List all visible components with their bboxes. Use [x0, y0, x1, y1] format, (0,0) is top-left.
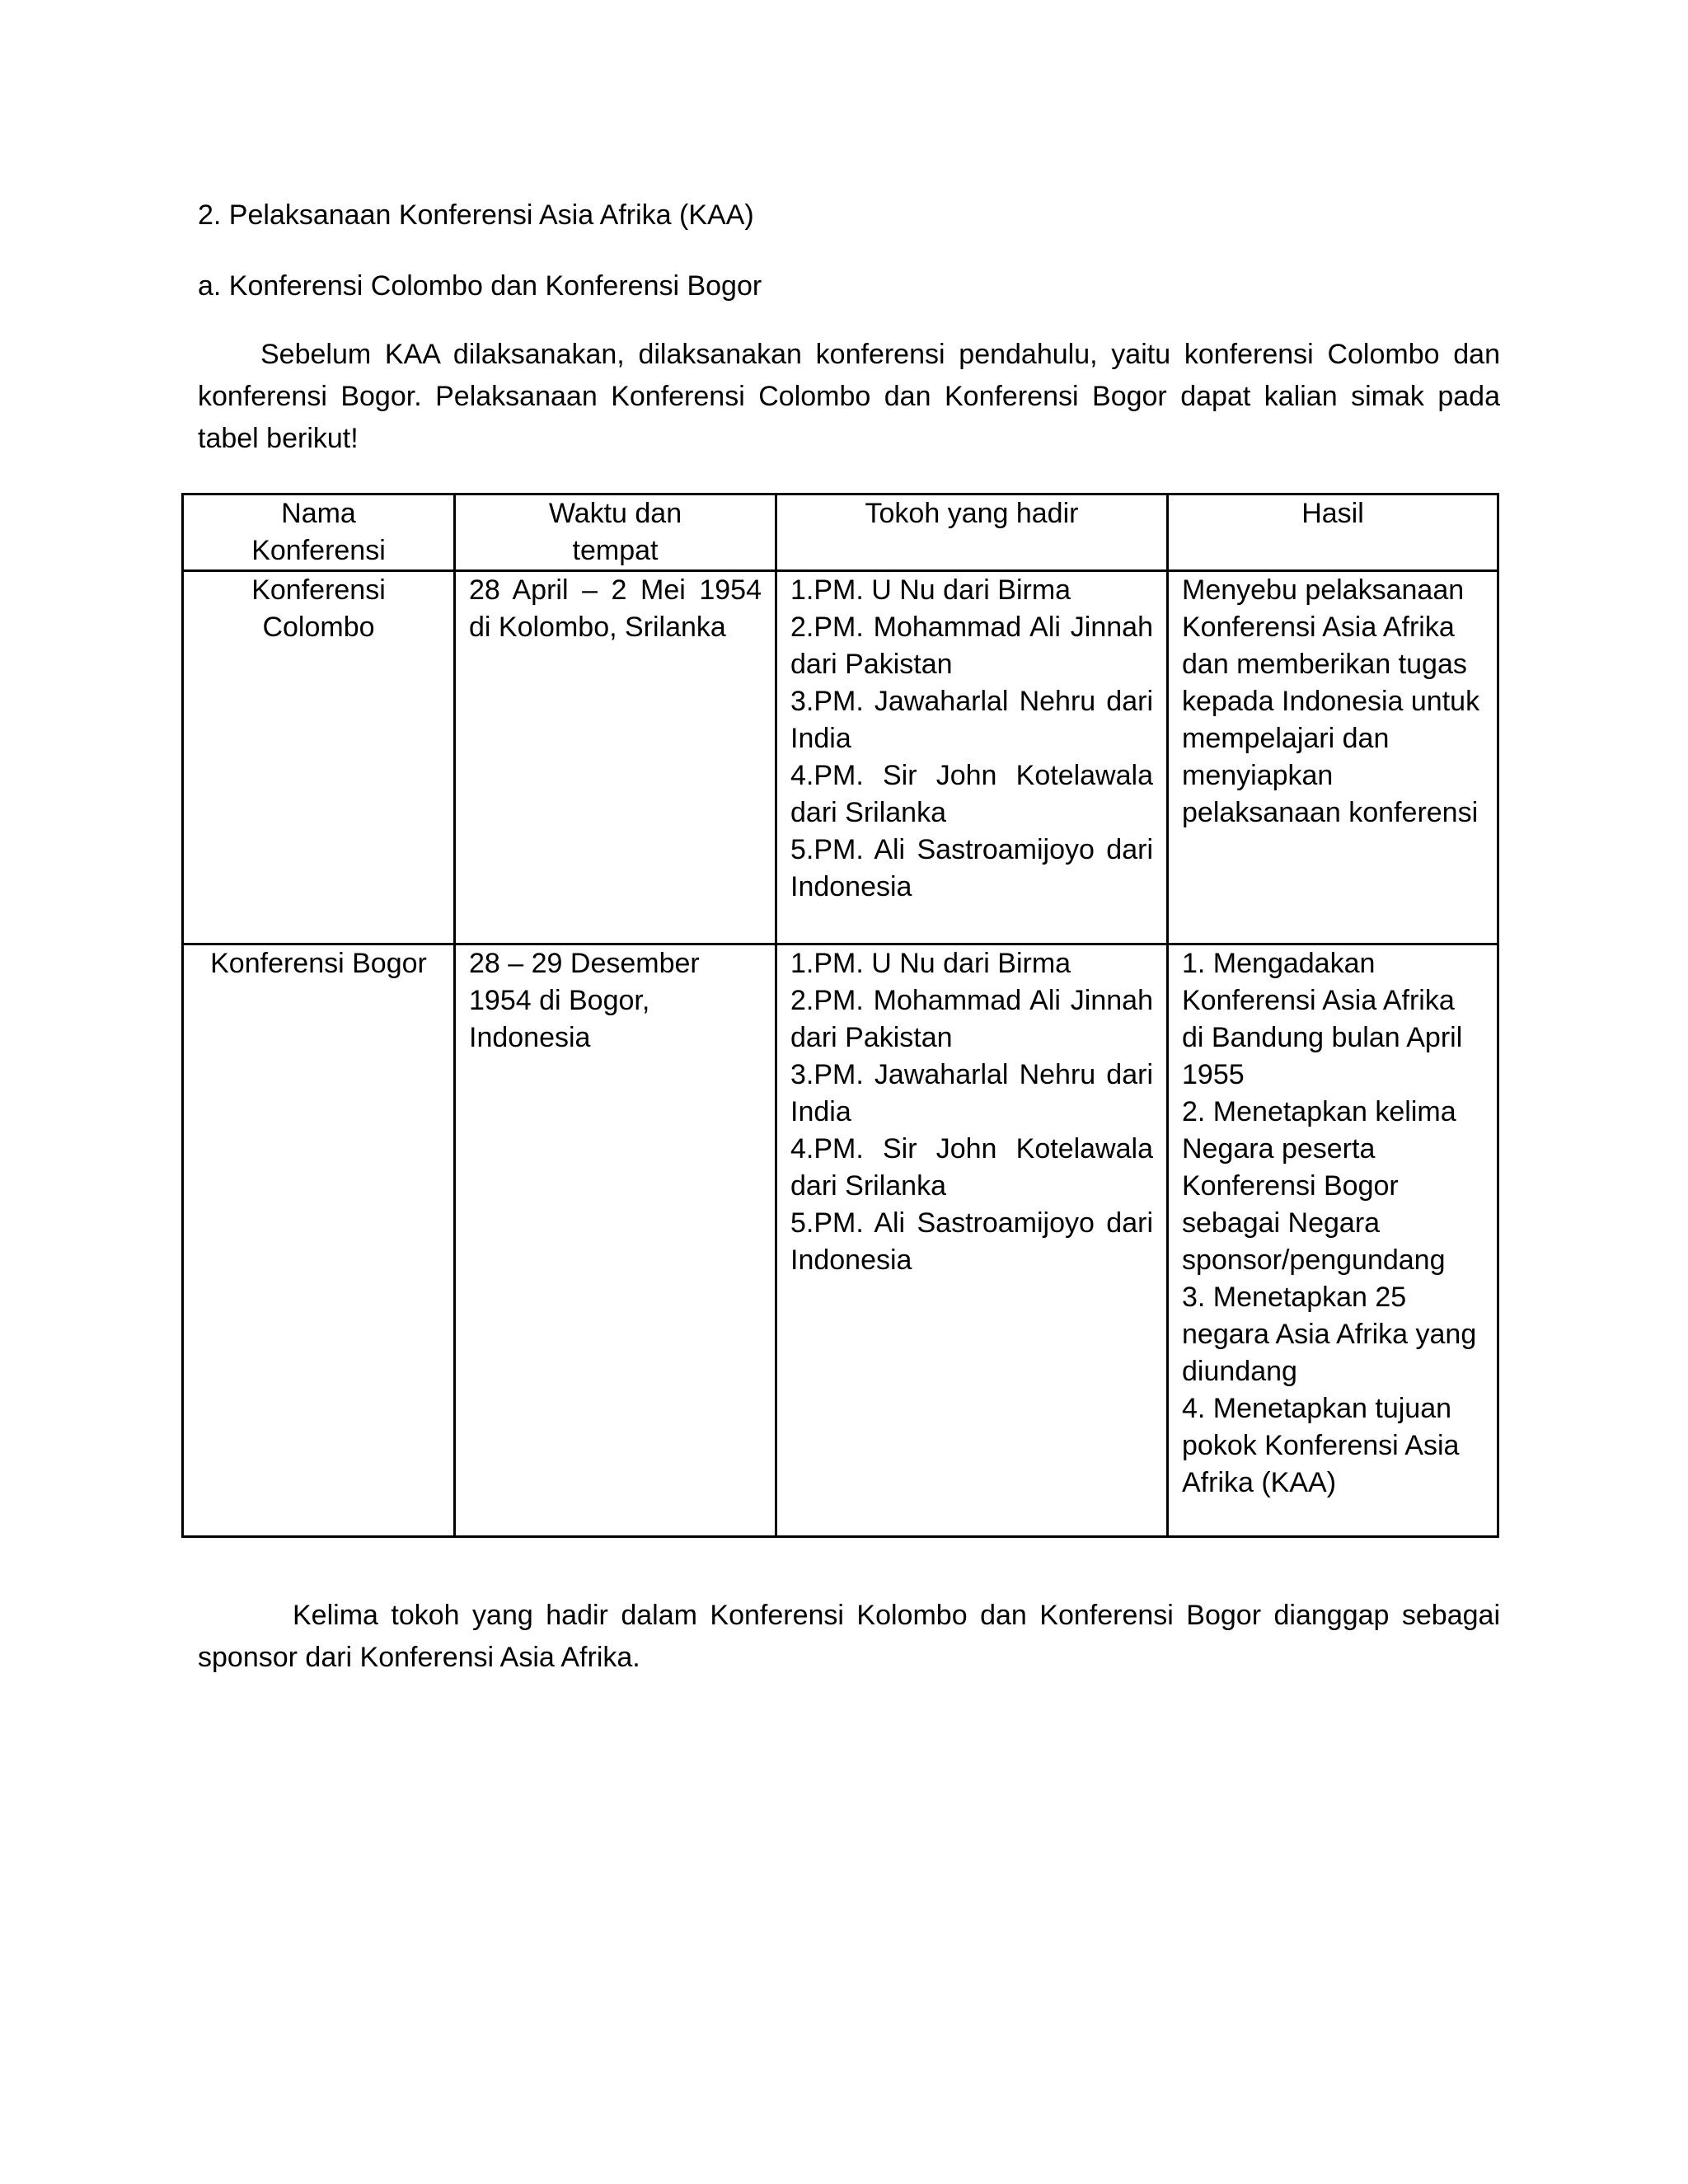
time-place-cell: 28 – 29 Desember 1954 di Bogor, Indonesia: [455, 944, 776, 1537]
result-item: 4. Menetapkan tujuan pokok Konferensi Asia Afrika (KAA): [1182, 1393, 1460, 1498]
figures-cell: [776, 944, 1168, 1537]
conference-table: [181, 493, 1499, 1538]
result-item: 2. Menetapkan kelima Negara peserta Konferensi Bogor sebagai Negara sponsor/pengundang: [1182, 1096, 1456, 1276]
figure-item: 1.PM. U Nu dari Birma: [790, 948, 1071, 979]
intro-paragraph: Sebelum KAA dilaksanakan, dilaksanakan konferensi pendahulu, yaitu konferensi Colombo dan konferensi Bogor. Pelaksanaan Konferensi Colombo dan Konferensi Bogor dapat kalian simak pada tabel berikut!: [198, 339, 1500, 454]
result-item: 3. Menetapkan 25 negara Asia Afrika yang diundang: [1182, 1282, 1477, 1387]
figure-item: 2.PM. Mohammad Ali Jinnah dari Pakistan: [790, 612, 1153, 680]
figure-item: 1.PM. U Nu dari Birma: [790, 574, 1071, 606]
header-result: Hasil: [1168, 494, 1498, 571]
table-header-row: [183, 494, 1498, 571]
subsection-heading: a. Konferensi Colombo dan Konferensi Bogor: [198, 270, 762, 302]
figure-item: 3.PM. Jawaharlal Nehru dari India: [790, 686, 1153, 754]
result-item: Menyebu pelaksanaan Konferensi Asia Afrika dan memberikan tugas kepada Indonesia untuk mempelajari dan menyiapkan pelaksanaan konferensi: [1182, 574, 1480, 828]
figure-item: 2.PM. Mohammad Ali Jinnah dari Pakistan: [790, 985, 1153, 1053]
conference-name-cell: Konferensi Colombo: [183, 571, 455, 944]
result-cell: [1168, 944, 1498, 1537]
time-place-cell: 28 April – 2 Mei 1954 di Kolombo, Srilanka: [455, 571, 776, 944]
header-time-place: Waktu dan tempat: [455, 494, 776, 571]
result-cell: [1168, 571, 1498, 944]
figure-item: 4.PM. Sir John Kotelawala dari Srilanka: [790, 760, 1153, 828]
figure-item: 3.PM. Jawaharlal Nehru dari India: [790, 1059, 1153, 1127]
section-heading: 2. Pelaksanaan Konferensi Asia Afrika (KAA): [198, 199, 754, 231]
result-item: 1. Mengadakan Konferensi Asia Afrika di Bandung bulan April 1955: [1182, 948, 1463, 1090]
table-row: [183, 571, 1498, 944]
table-row: [183, 944, 1498, 1537]
closing-paragraph: Kelima tokoh yang hadir dalam Konferensi Kolombo dan Konferensi Bogor dianggap sebagai sponsor dari Konferensi Asia Afrika.: [198, 1600, 1500, 1673]
figure-item: 4.PM. Sir John Kotelawala dari Srilanka: [790, 1133, 1153, 1202]
figure-item: 5.PM. Ali Sastroamijoyo dari Indonesia: [790, 834, 1153, 902]
header-figures: Tokoh yang hadir: [776, 494, 1168, 571]
figure-item: 5.PM. Ali Sastroamijoyo dari Indonesia: [790, 1207, 1153, 1276]
figures-cell: [776, 571, 1168, 944]
conference-name-cell: Konferensi Bogor: [183, 944, 455, 1537]
header-conference-name: Nama Konferensi: [183, 494, 455, 571]
